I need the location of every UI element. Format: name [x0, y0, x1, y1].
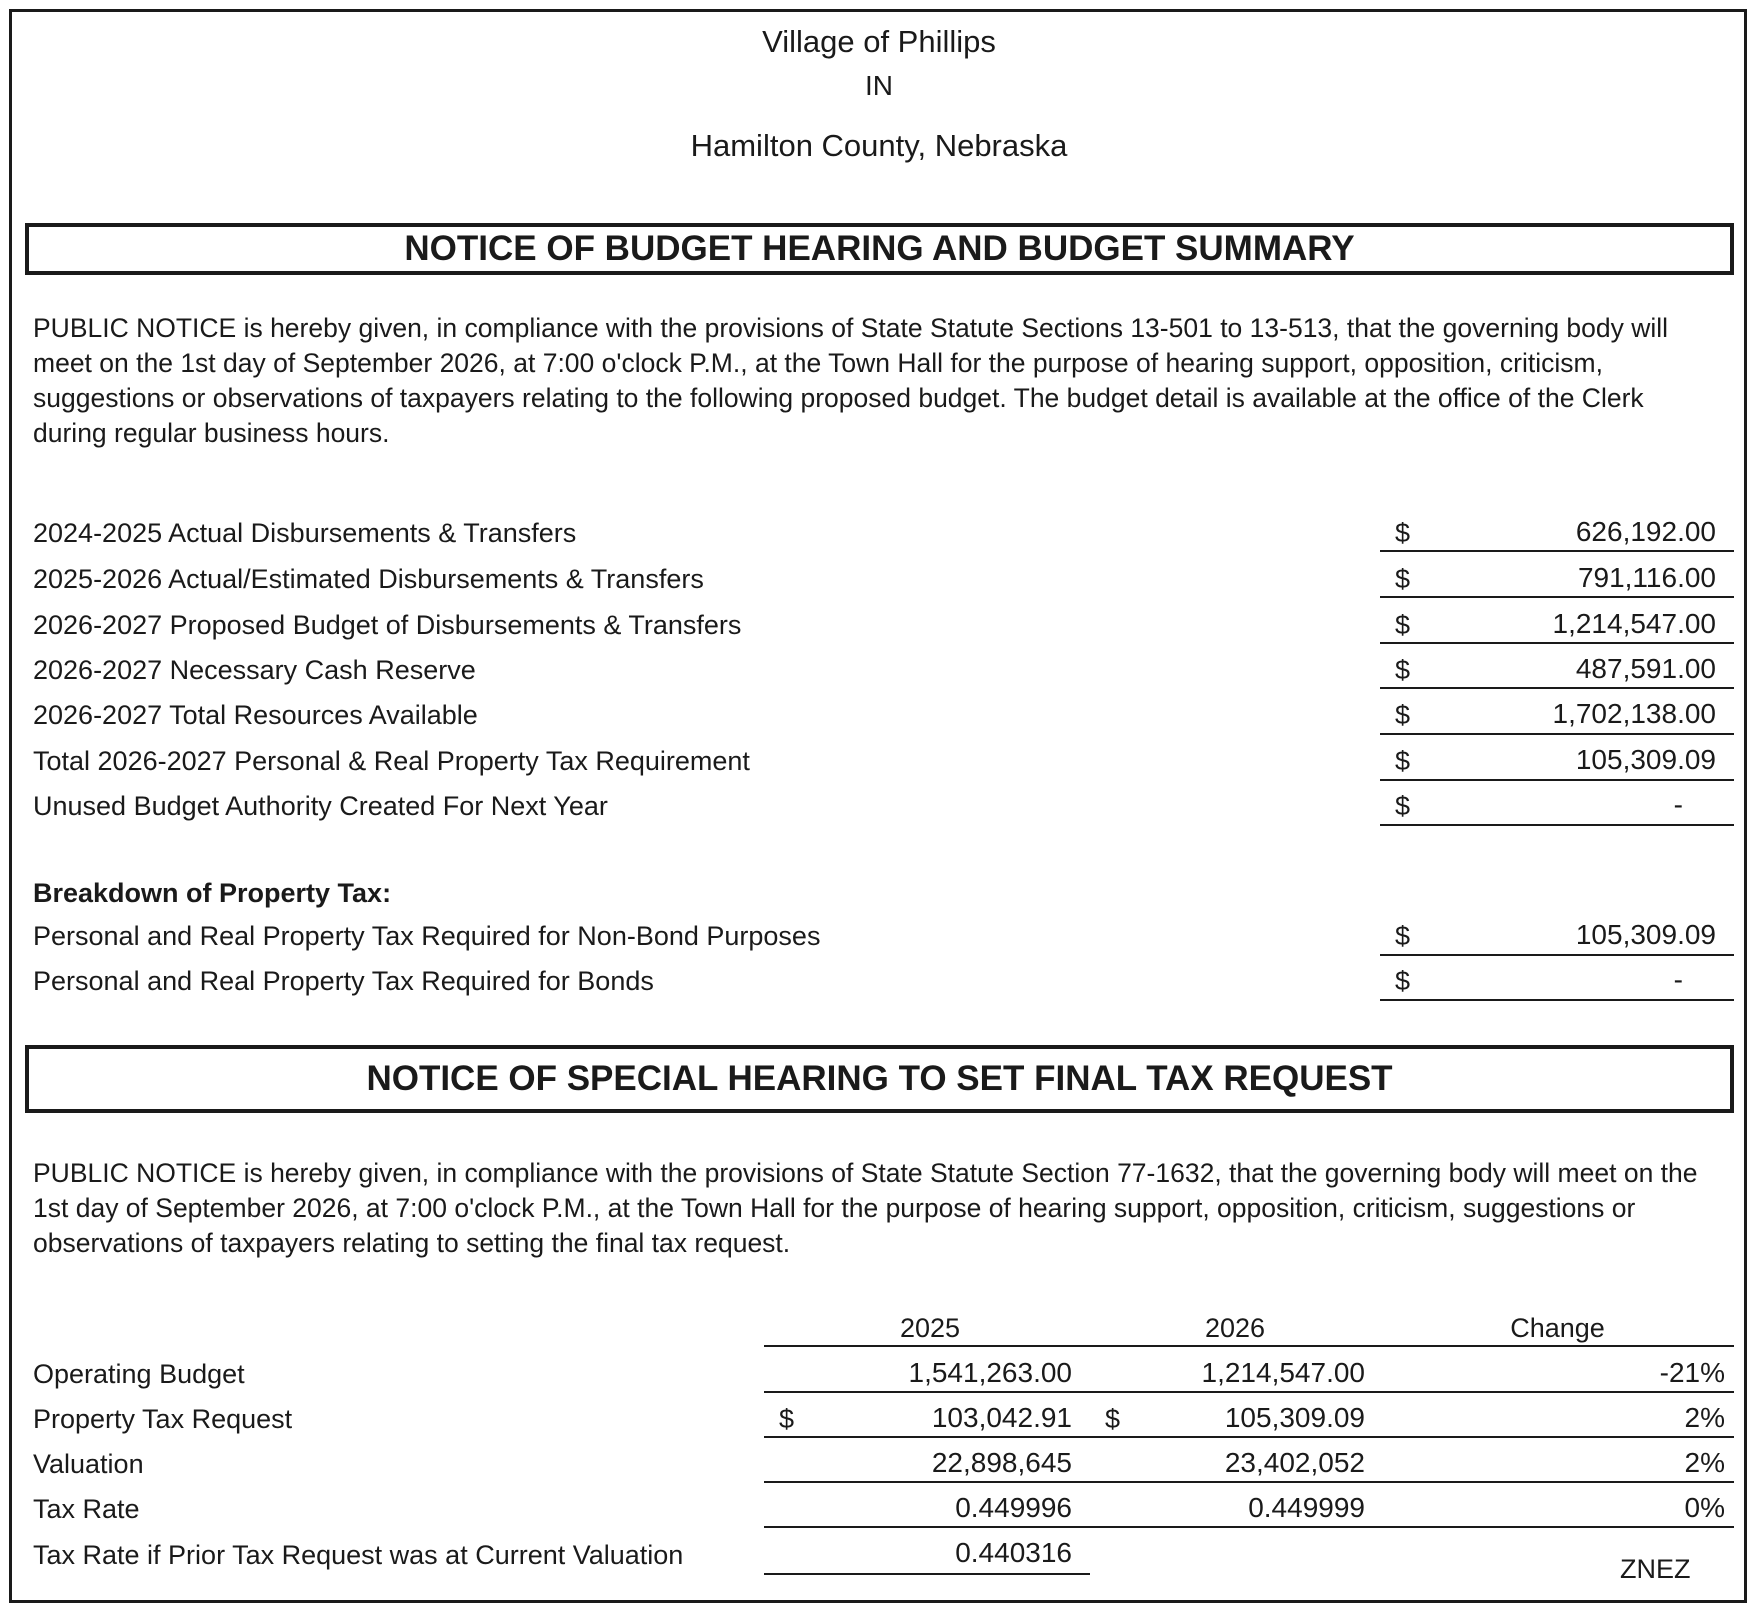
row-amount: 487,591.00 [1575, 653, 1716, 684]
row-label: 2024-2025 Actual Disbursements & Transfers [33, 518, 577, 548]
row-label: 2026-2027 Proposed Budget of Disbursements & Transfers [33, 610, 742, 640]
currency-symbol: $ [1395, 655, 1411, 685]
row-amount: - [1673, 964, 1683, 995]
value-change: -21% [1659, 1357, 1725, 1388]
publication-code: ZNEZ [1620, 1554, 1691, 1584]
underline [1380, 642, 1734, 644]
row-label: 2025-2026 Actual/Estimated Disbursements & Transfers [33, 564, 704, 594]
municipality-name: Village of Phillips [762, 24, 996, 59]
budget-hearing-banner [25, 223, 1734, 275]
row-underline [764, 1526, 1734, 1528]
row-amount: 105,309.09 [1575, 744, 1716, 775]
header-in: IN [865, 70, 893, 101]
budget-hearing-title: NOTICE OF BUDGET HEARING AND BUDGET SUMMARY [404, 229, 1355, 268]
underline [1380, 779, 1734, 781]
underline [1380, 687, 1734, 689]
row-amount: 1,214,547.00 [1552, 608, 1716, 639]
underline [1380, 954, 1734, 956]
currency-symbol: $ [1395, 700, 1411, 730]
underline [1380, 999, 1734, 1001]
currency-symbol: $ [1395, 518, 1411, 548]
underline [1380, 596, 1734, 598]
column-header-change: Change [1510, 1313, 1605, 1343]
value-2025: 103,042.91 [931, 1402, 1072, 1433]
value-change: 2% [1684, 1447, 1725, 1478]
value-2025: 22,898,645 [931, 1447, 1072, 1478]
currency-symbol: $ [1395, 564, 1411, 594]
row-label: Personal and Real Property Tax Required for Bonds [33, 966, 654, 996]
currency-symbol: $ [1105, 1404, 1121, 1434]
breakdown-heading: Breakdown of Property Tax: [33, 878, 392, 908]
budget-notice-paragraph: PUBLIC NOTICE is hereby given, in compliance with the provisions of State Statute Sections 13-501 to 13-513, that the governing body will meet on the 1st day of September 2026, at 7:00 o'clock P.M., at the Town Hall for the purpose of hearing support, opposition, criticism, suggestions or observations of taxpayers relating to the following proposed budget. The budget detail is available at the office of the Clerk during regular business hours. [33, 313, 1669, 448]
column-header-2025: 2025 [899, 1313, 961, 1343]
column-header-2026: 2026 [1204, 1313, 1266, 1343]
currency-symbol: $ [1395, 921, 1411, 951]
row-label: 2026-2027 Necessary Cash Reserve [33, 655, 476, 685]
row-underline [764, 1391, 1734, 1393]
tax-notice-paragraph: PUBLIC NOTICE is hereby given, in compliance with the provisions of State Statute Section 77-1632, that the governing body will meet on the 1st day of September 2026, at 7:00 o'clock P.M., at the Town Hall for the purpose of hearing support, opposition, criticism, suggestions or observations of taxpayers relating to setting the final tax request. [33, 1158, 1698, 1258]
row-label: Unused Budget Authority Created For Next Year [33, 791, 608, 821]
row-label: Tax Rate if Prior Tax Request was at Current Valuation [33, 1540, 684, 1570]
value-2026: 105,309.09 [1224, 1402, 1365, 1433]
county-state: Hamilton County, Nebraska [690, 128, 1068, 163]
row-amount: 1,702,138.00 [1552, 698, 1716, 729]
row-amount: 105,309.09 [1575, 919, 1716, 950]
row-label: Total 2026-2027 Personal & Real Property Tax Requirement [33, 746, 750, 776]
row-underline [764, 1573, 1090, 1575]
value-2026: 0.449999 [1248, 1492, 1365, 1523]
currency-symbol: $ [779, 1404, 795, 1434]
header-underline [764, 1345, 1734, 1347]
value-change: 0% [1684, 1492, 1725, 1523]
currency-symbol: $ [1395, 746, 1411, 776]
underline [1380, 733, 1734, 735]
row-label: Personal and Real Property Tax Required for Non-Bond Purposes [33, 921, 821, 951]
value-2025: 0.449996 [955, 1492, 1072, 1523]
value-2025: 1,541,263.00 [908, 1357, 1072, 1388]
value-2026: 23,402,052 [1224, 1447, 1365, 1478]
row-label: 2026-2027 Total Resources Available [33, 700, 478, 730]
currency-symbol: $ [1395, 966, 1411, 996]
value-change: 2% [1684, 1402, 1725, 1433]
underline [1380, 550, 1734, 552]
row-label: Valuation [33, 1449, 144, 1479]
currency-symbol: $ [1395, 610, 1411, 640]
row-underline [764, 1481, 1734, 1483]
row-amount: - [1673, 789, 1683, 820]
value-2026: 1,214,547.00 [1201, 1357, 1365, 1388]
row-amount: 791,116.00 [1577, 562, 1716, 593]
row-label: Tax Rate [33, 1494, 140, 1524]
row-amount: 626,192.00 [1575, 516, 1716, 547]
tax-hearing-title: NOTICE OF SPECIAL HEARING TO SET FINAL TAX REQUEST [366, 1059, 1393, 1098]
row-underline [764, 1436, 1734, 1438]
currency-symbol: $ [1395, 791, 1411, 821]
underline [1380, 824, 1734, 826]
value-2025: 0.440316 [955, 1537, 1072, 1568]
tax-hearing-banner [25, 1045, 1734, 1113]
row-label: Operating Budget [33, 1359, 245, 1389]
row-label: Property Tax Request [33, 1404, 293, 1434]
